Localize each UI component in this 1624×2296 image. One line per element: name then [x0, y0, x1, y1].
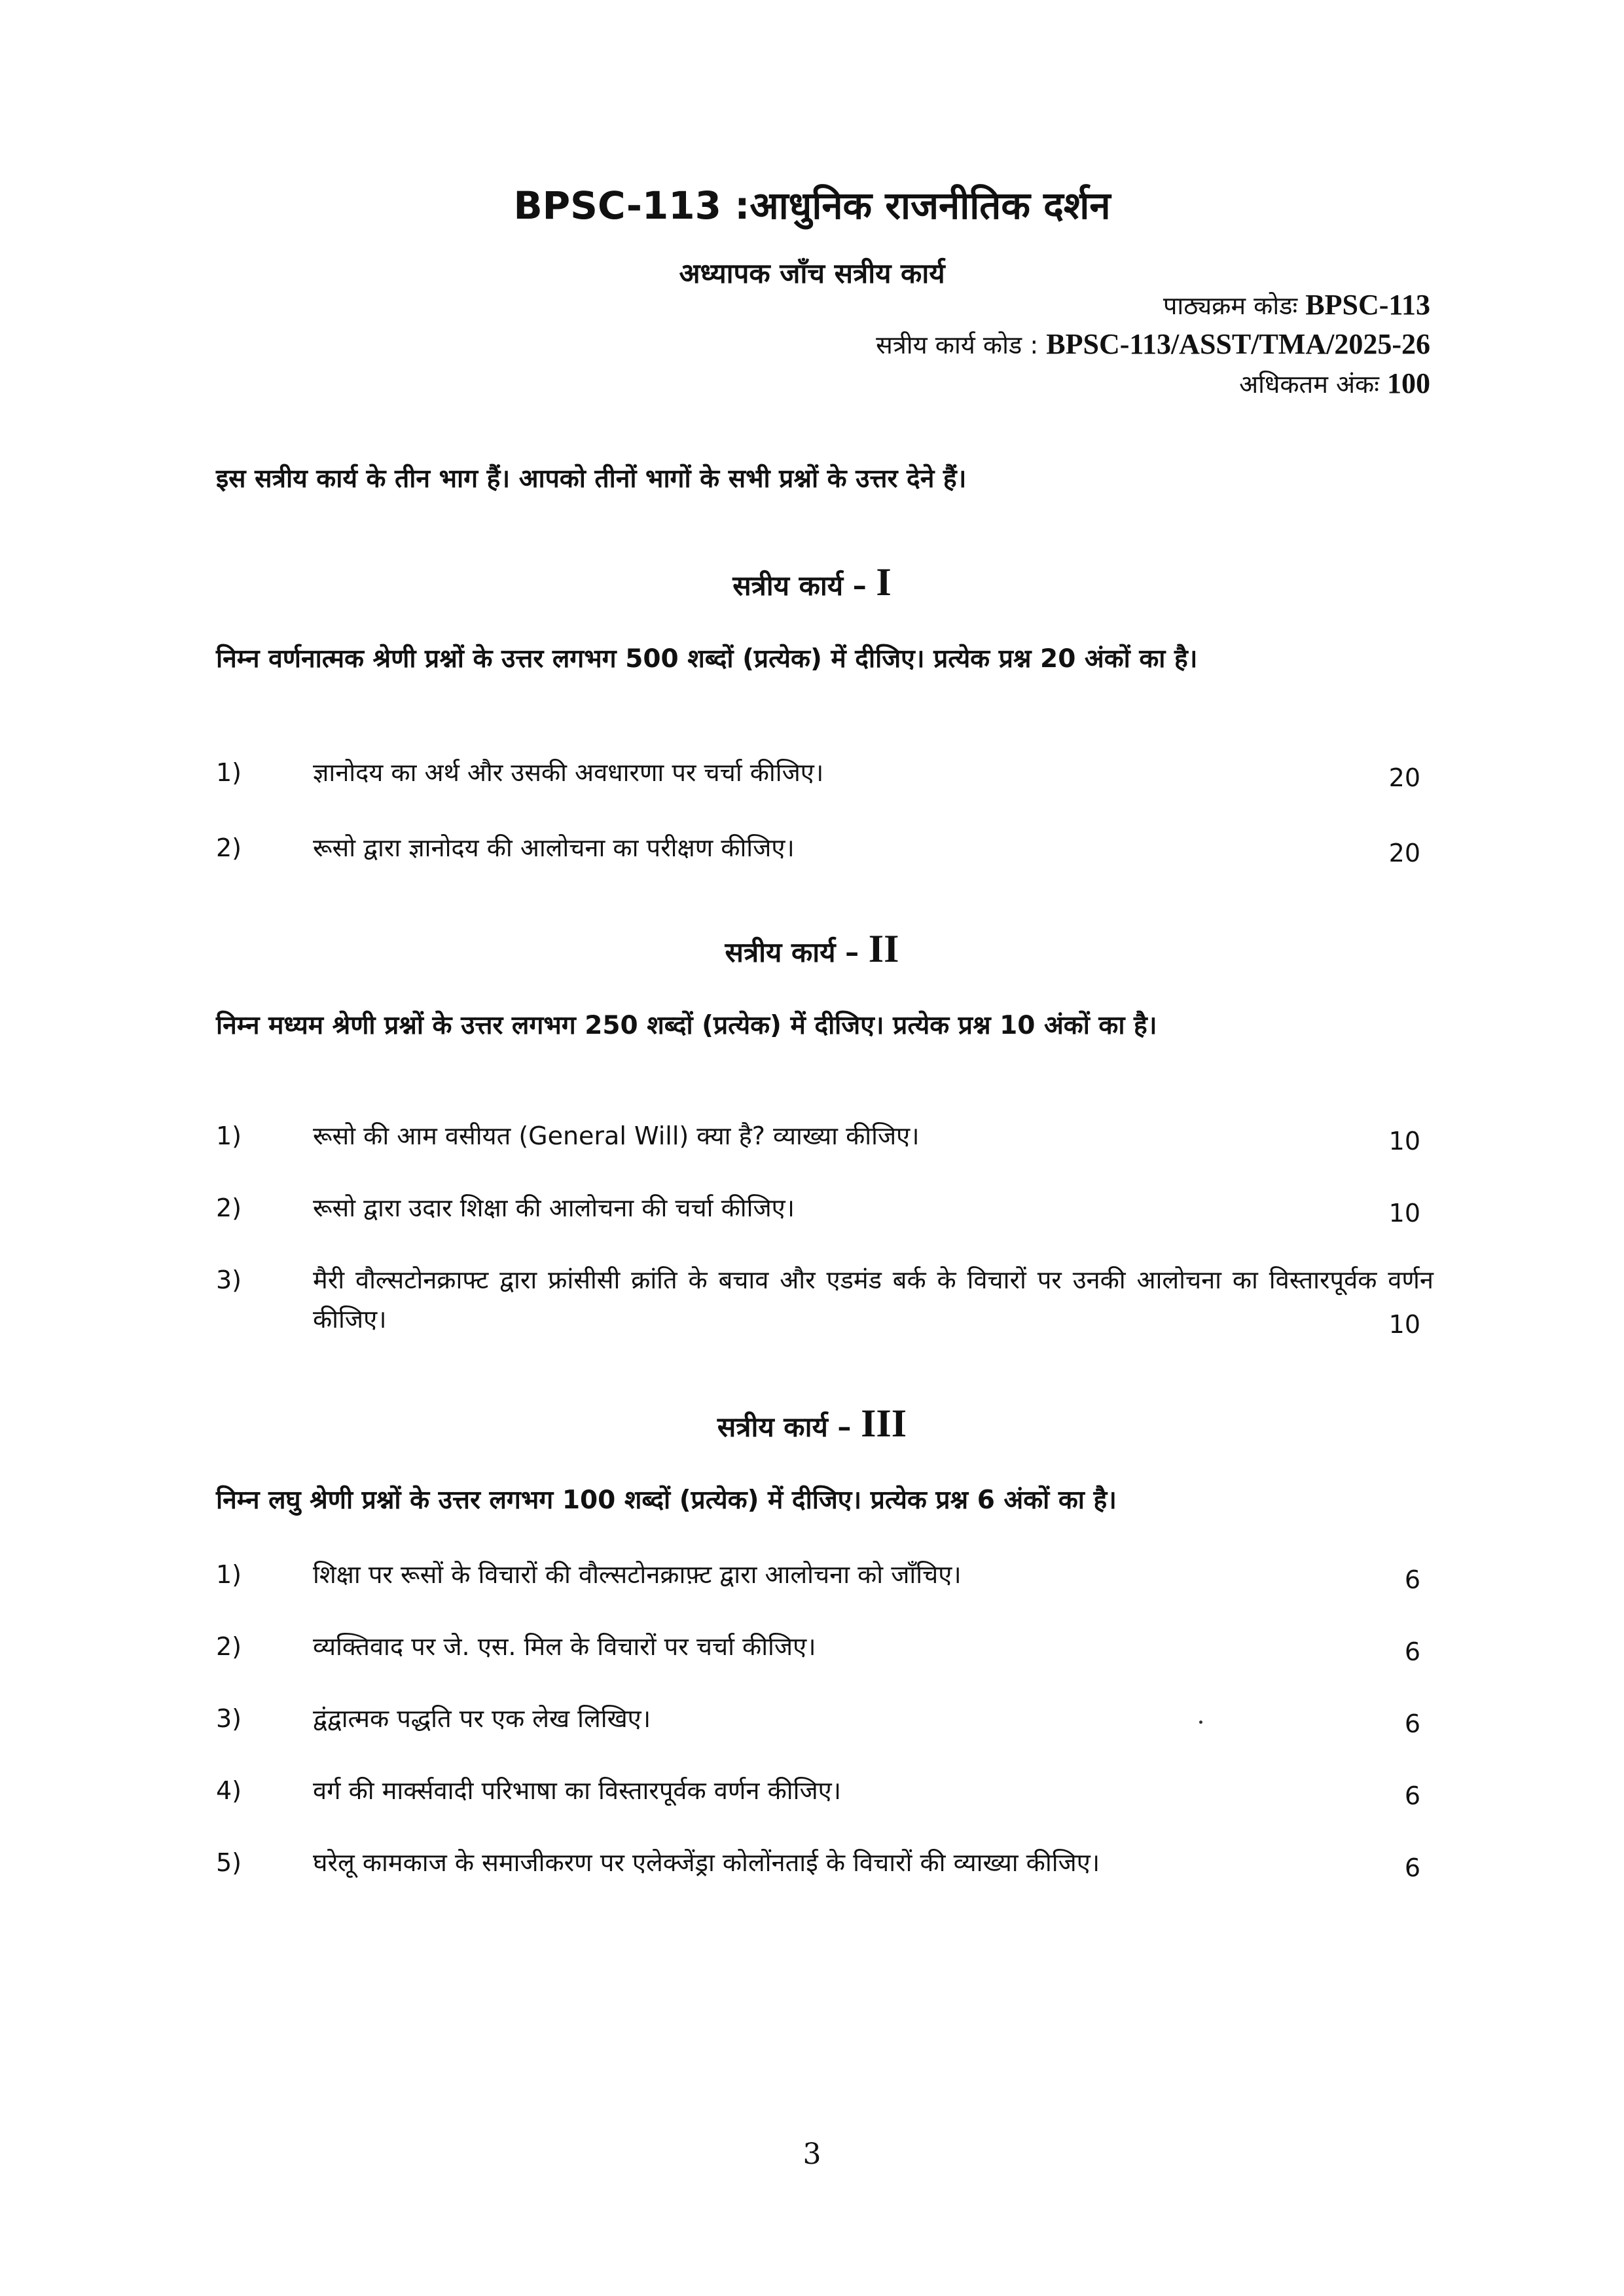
section-instruction: निम्न लघु श्रेणी प्रश्नों के उत्तर लगभग 100 शब्दों (प्रत्येक) में दीजिए। प्रत्येक प्रश्न 6 अंकों का है। — [216, 1485, 1117, 1515]
intro-instruction: इस सत्रीय कार्य के तीन भाग हैं। आपको तीनों भागों के सभी प्रश्नों के उत्तर देने हैं। — [216, 464, 967, 494]
course-code-value: BPSC-113 — [1305, 289, 1430, 321]
question-number: 3) — [216, 1266, 242, 1294]
assignment-code-line — [876, 327, 1430, 361]
max-marks-line — [1239, 367, 1430, 401]
section-heading-label: सत्रीय कार्य – — [725, 936, 859, 968]
question-marks: 6 — [1404, 1709, 1420, 1738]
question-text: वर्ग की मार्क्सवादी परिभाषा का विस्तारपूर्वक वर्णन कीजिए। — [313, 1776, 842, 1805]
question-marks: 20 — [1388, 839, 1420, 867]
question-marks: 6 — [1404, 1565, 1420, 1594]
question-number: 1) — [216, 1560, 242, 1589]
question-text: घरेलू कामकाज के समाजीकरण पर एलेक्जेंड्रा कोलोंनताई के विचारों की व्याख्या कीजिए। — [313, 1848, 1100, 1877]
question-text: रूसो द्वारा उदार शिक्षा की आलोचना की चर्चा कीजिए। — [313, 1194, 795, 1222]
section-roman-numeral: II — [868, 927, 899, 970]
question-number: 2) — [216, 833, 242, 862]
section-heading — [0, 926, 1624, 972]
assignment-code-value: BPSC-113/ASST/TMA/2025-26 — [1046, 328, 1430, 360]
section-heading — [0, 560, 1624, 605]
question-number: 2) — [216, 1632, 242, 1661]
question-text: व्यक्तिवाद पर जे. एस. मिल के विचारों पर चर्चा कीजिए। — [313, 1632, 816, 1661]
question-text: मैरी वौल्सटोनक्राफ्ट द्वारा फ्रांसीसी क्रांति के बचाव और एडमंड बर्क के विचारों पर उनकी आलोचना का विस्तारपूर्वक वर्णन कीजिए। — [313, 1266, 1434, 1334]
section-roman-numeral: I — [876, 560, 892, 604]
section-roman-numeral: III — [861, 1402, 907, 1445]
course-code-label: पाठ्यक्रम कोडः — [1163, 291, 1298, 320]
stray-dot-mark — [1199, 1721, 1202, 1724]
question-marks: 10 — [1388, 1127, 1420, 1156]
page-number: 3 — [803, 2138, 821, 2171]
question-number: 5) — [216, 1848, 242, 1877]
max-marks-value: 100 — [1387, 367, 1430, 399]
question-text: शिक्षा पर रूसों के विचारों की वौल्सटोनक्राफ़्ट द्वारा आलोचना को जाँचिए। — [313, 1560, 962, 1589]
document-subtitle: अध्यापक जाँच सत्रीय कार्य — [679, 257, 945, 289]
question-number: 3) — [216, 1704, 242, 1733]
course-code-line — [1163, 288, 1430, 322]
section-heading-label: सत्रीय कार्य – — [717, 1411, 852, 1443]
max-marks-label: अधिकतम अंकः — [1239, 370, 1379, 399]
question-marks: 10 — [1388, 1310, 1420, 1339]
question-marks: 20 — [1388, 763, 1420, 792]
question-marks: 10 — [1388, 1199, 1420, 1228]
question-marks: 6 — [1404, 1853, 1420, 1882]
assignment-code-label: सत्रीय कार्य कोड : — [876, 331, 1039, 359]
question-number: 4) — [216, 1776, 242, 1805]
section-heading — [0, 1401, 1624, 1446]
question-number: 1) — [216, 758, 242, 787]
question-marks: 6 — [1404, 1637, 1420, 1666]
question-number: 2) — [216, 1194, 242, 1222]
section-instruction: निम्न वर्णनात्मक श्रेणी प्रश्नों के उत्तर लगभग 500 शब्दों (प्रत्येक) में दीजिए। प्रत्येक प्रश्न 20 अंकों का है। — [216, 644, 1198, 674]
section-heading-label: सत्रीय कार्य – — [732, 570, 867, 602]
question-number: 1) — [216, 1121, 242, 1150]
question-marks: 6 — [1404, 1781, 1420, 1810]
document-title: BPSC-113 :आधुनिक राजनीतिक दर्शन — [513, 183, 1111, 228]
question-text: रूसो की आम वसीयत (General Will) क्या है? व्याख्या कीजिए। — [313, 1121, 920, 1150]
question-text: द्वंद्वात्मक पद्धति पर एक लेख लिखिए। — [313, 1704, 651, 1733]
question-text: रूसो द्वारा ज्ञानोदय की आलोचना का परीक्षण कीजिए। — [313, 833, 795, 862]
section-instruction: निम्न मध्यम श्रेणी प्रश्नों के उत्तर लगभग 250 शब्दों (प्रत्येक) में दीजिए। प्रत्येक प्रश्न 10 अंकों का है। — [216, 1011, 1157, 1040]
question-text: ज्ञानोदय का अर्थ और उसकी अवधारणा पर चर्चा कीजिए। — [313, 758, 824, 787]
